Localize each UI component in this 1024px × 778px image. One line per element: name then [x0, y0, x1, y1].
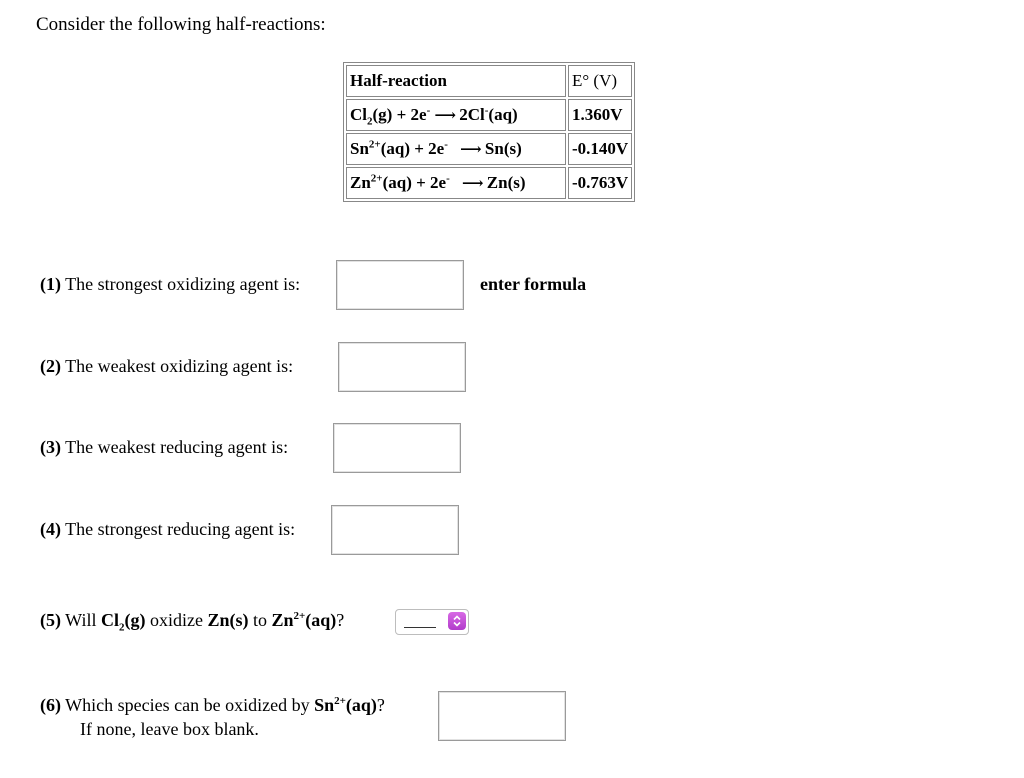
answer-6-input[interactable]	[438, 691, 566, 741]
question-4-label	[40, 519, 295, 540]
superscript: -	[444, 138, 448, 151]
header-half-reaction: Half-reaction	[346, 65, 566, 97]
potential-value: -0.140V	[568, 133, 632, 165]
reaction-arrow-icon: ⟶	[460, 142, 481, 158]
question-text: The weakest reducing agent is:	[61, 437, 289, 457]
half-reaction-table	[343, 62, 635, 202]
enter-formula-hint: enter formula	[480, 274, 587, 294]
question-text: ?	[336, 610, 345, 630]
species-text: Zn	[271, 610, 294, 630]
question-text: ?	[376, 695, 385, 715]
species-text: Sn	[350, 139, 369, 158]
species-text: Zn(s)	[207, 610, 249, 630]
species-text: (aq)	[305, 610, 337, 630]
half-reaction-zn	[346, 167, 566, 199]
answer-1-input[interactable]	[336, 260, 464, 310]
question-text: Which species can be oxidized by	[61, 695, 315, 715]
species-text: Zn(s)	[486, 173, 526, 192]
half-reaction-cl2	[346, 99, 566, 131]
species-text: 2Cl	[459, 105, 485, 124]
answer-4-input[interactable]	[331, 505, 459, 555]
species-text: (aq) + 2e	[380, 139, 445, 158]
question-number: (3)	[40, 437, 61, 457]
superscript: 2+	[334, 695, 346, 707]
species-text: Cl	[350, 105, 367, 124]
superscript: -	[426, 104, 431, 117]
question-text: Will	[61, 610, 101, 630]
question-1-label	[40, 274, 300, 295]
table-row	[346, 99, 632, 131]
table-row	[346, 133, 632, 165]
question-number: (4)	[40, 519, 61, 539]
answer-5-select[interactable]	[395, 609, 469, 635]
species-text: Sn(s)	[484, 139, 522, 158]
half-reaction-sn	[346, 133, 566, 165]
subscript: 2	[118, 621, 125, 634]
question-number: (1)	[40, 274, 61, 294]
answer-2-input[interactable]	[338, 342, 466, 392]
updown-chevron-icon[interactable]	[448, 612, 466, 630]
question-3-label	[40, 437, 288, 458]
species-text: (aq)	[488, 105, 518, 124]
species-text: Zn	[350, 173, 371, 192]
question-2-label	[40, 356, 293, 377]
question-6-line-2: If none, leave box blank.	[80, 719, 259, 739]
question-text: The weakest oxidizing agent is:	[61, 356, 294, 376]
question-number: (6)	[40, 695, 61, 715]
question-5-label	[40, 610, 345, 634]
question-text: The strongest reducing agent is:	[61, 519, 296, 539]
superscript: 2+	[293, 610, 306, 622]
species-text: (g) + 2e	[372, 105, 427, 124]
question-6-label	[40, 693, 385, 741]
superscript: -	[446, 172, 450, 185]
species-text: (g)	[124, 610, 146, 630]
header-potential: E° (V)	[568, 65, 632, 97]
question-number: (2)	[40, 356, 61, 376]
superscript: 2+	[368, 138, 381, 151]
select-placeholder-line	[404, 627, 436, 628]
question-text: to	[248, 610, 272, 630]
question-text: The strongest oxidizing agent is:	[61, 274, 301, 294]
species-text: Cl	[100, 610, 119, 630]
question-6-line-1	[40, 693, 385, 717]
potential-value: -0.763V	[568, 167, 632, 199]
species-text: (aq)	[345, 695, 377, 715]
table-row	[346, 167, 632, 199]
superscript: -	[484, 104, 489, 117]
reaction-arrow-icon: ⟶	[462, 176, 483, 192]
subscript: 2	[367, 115, 373, 128]
question-text: oxidize	[145, 610, 208, 630]
intro-text: Consider the following half-reactions:	[36, 14, 326, 35]
question-number: (5)	[40, 610, 61, 630]
superscript: 2+	[370, 172, 383, 185]
species-text: Sn	[314, 695, 335, 715]
species-text: (aq) + 2e	[382, 173, 447, 192]
potential-value: 1.360V	[568, 99, 632, 131]
answer-3-input[interactable]	[333, 423, 461, 473]
table-header-row	[346, 65, 632, 97]
reaction-arrow-icon: ⟶	[434, 108, 455, 124]
